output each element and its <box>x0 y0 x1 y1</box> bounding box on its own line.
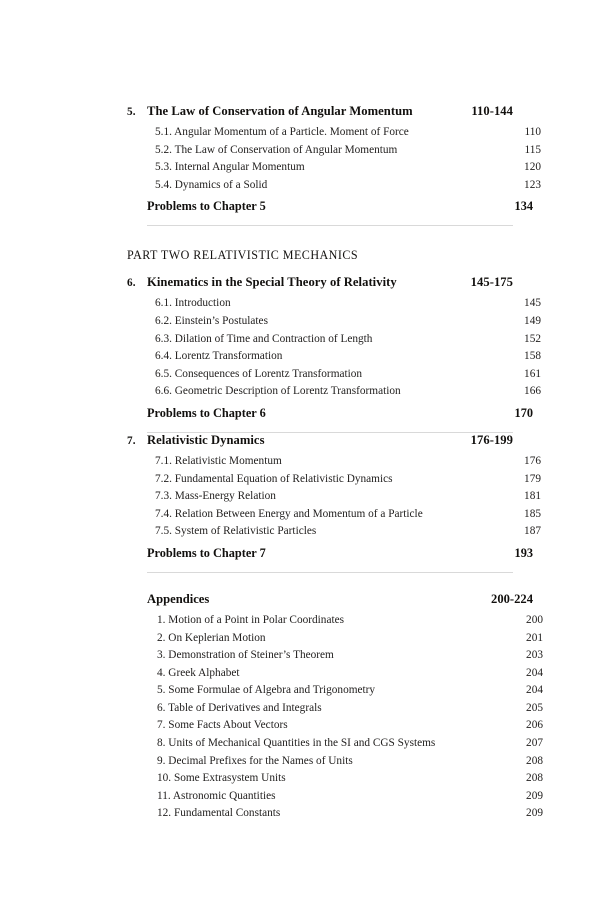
entry-title: 5.1. Angular Momentum of a Particle. Moment of Force <box>155 126 409 138</box>
toc-appendix-item-row[interactable] <box>127 667 543 685</box>
entry-title: 6.5. Consequences of Lorentz Transformation <box>155 367 363 380</box>
entry-page-number: 208 <box>526 772 543 785</box>
entry-title: 5.3. Internal Angular Momentum <box>155 161 305 174</box>
entry-page-number: 193 <box>514 545 533 560</box>
entry-title: 3. Demonstration of Steiner’s Theorem <box>157 649 334 662</box>
toc-problems-row[interactable] <box>127 406 533 428</box>
entry-page-number: 120 <box>524 161 541 174</box>
toc-section-row[interactable] <box>127 385 541 403</box>
entry-page-number: 179 <box>524 472 541 485</box>
toc-appendix-item-row[interactable] <box>127 719 543 737</box>
entry-title: 12. Fundamental Constants <box>157 807 281 820</box>
entry-page-number: 201 <box>526 631 543 644</box>
entry-page-number: 110-144 <box>471 104 513 118</box>
entry-page-number: 123 <box>524 178 541 191</box>
entry-page-number: 176-199 <box>470 432 513 447</box>
entry-title: 4. Greek Alphabet <box>157 666 240 679</box>
entry-title: 5. Some Formulae of Algebra and Trigonometry <box>157 684 376 697</box>
toc-section-row[interactable] <box>127 179 541 197</box>
entry-page-number: 200 <box>526 613 543 626</box>
entry-number: 7. <box>127 434 136 447</box>
entry-page-number: 110 <box>524 126 541 138</box>
entry-title: 5.4. Dynamics of a Solid <box>155 178 268 191</box>
entry-page-number: 209 <box>526 789 543 802</box>
entry-title: 7.2. Fundamental Equation of Relativistic Dynamics <box>155 472 393 485</box>
entry-page-number: 204 <box>526 684 543 697</box>
entry-page-number: 200-224 <box>491 591 533 606</box>
entry-title: 7. Some Facts About Vectors <box>157 719 288 732</box>
toc-section-row[interactable] <box>127 455 541 473</box>
entry-title: 6. Table of Derivatives and Integrals <box>157 701 322 714</box>
entry-title: Appendices <box>147 591 210 606</box>
entry-page-number: 209 <box>526 807 543 820</box>
entry-title: 9. Decimal Prefixes for the Names of Units <box>157 754 353 767</box>
entry-page-number: 207 <box>526 737 543 750</box>
entry-page-number: 170 <box>514 405 533 420</box>
entry-page-number: 158 <box>524 350 541 363</box>
entry-page-number: 152 <box>524 332 541 345</box>
toc-appendix-item-row[interactable] <box>127 649 543 667</box>
toc-section-row[interactable] <box>127 490 541 508</box>
entry-page-number: 206 <box>526 719 543 732</box>
entry-title: Relativistic Dynamics <box>147 432 265 447</box>
entry-page-number: 208 <box>526 754 543 767</box>
toc-appendix-item-row[interactable] <box>127 755 543 773</box>
toc-problems-row[interactable] <box>127 546 533 568</box>
entry-title: The Law of Conservation of Angular Momentum <box>147 104 413 118</box>
entry-page-number: 205 <box>526 701 543 714</box>
entry-title: 6.1. Introduction <box>155 297 231 310</box>
entry-page-number: 204 <box>526 666 543 679</box>
entry-page-number: 181 <box>524 490 541 503</box>
entry-title: 6.6. Geometric Description of Lorentz Transformation <box>155 385 401 398</box>
entry-page-number: 161 <box>524 367 541 380</box>
entry-page-number: 134 <box>514 199 533 214</box>
table-of-contents <box>127 104 543 825</box>
entry-title: 11. Astronomic Quantities <box>157 789 276 802</box>
toc-section-row[interactable] <box>127 508 541 526</box>
entry-page-number: 115 <box>524 143 541 156</box>
entry-title: Problems to Chapter 6 <box>147 405 266 420</box>
toc-appendix-item-row[interactable] <box>127 737 543 755</box>
entry-title: 7.5. System of Relativistic Particles <box>155 525 317 538</box>
section-divider <box>147 572 513 573</box>
toc-section-row[interactable] <box>127 525 541 543</box>
toc-appendix-item-row[interactable] <box>127 614 543 632</box>
toc-section-row[interactable] <box>127 315 541 333</box>
entry-title: Problems to Chapter 5 <box>147 199 266 214</box>
toc-appendix-item-row[interactable] <box>127 632 543 650</box>
toc-section-row[interactable] <box>127 144 541 162</box>
entry-number: 6. <box>127 277 136 290</box>
toc-section-row[interactable] <box>127 297 541 315</box>
toc-section-row[interactable] <box>127 333 541 351</box>
toc-chapter-row[interactable] <box>127 275 513 297</box>
entry-title: 2. On Keplerian Motion <box>157 631 266 644</box>
toc-appendices-row[interactable] <box>127 592 533 614</box>
entry-page-number: 185 <box>524 507 541 520</box>
entry-title: 7.1. Relativistic Momentum <box>155 454 282 467</box>
entry-page-number: 203 <box>526 649 543 662</box>
entry-page-number: 145-175 <box>470 275 513 290</box>
entry-page-number: 145 <box>524 297 541 310</box>
toc-appendix-item-row[interactable] <box>127 807 543 825</box>
entry-title: 7.4. Relation Between Energy and Momentum of a Particle <box>155 507 423 520</box>
entry-page-number: 187 <box>524 525 541 538</box>
entry-title: 5.2. The Law of Conservation of Angular Momentum <box>155 143 398 156</box>
toc-appendix-item-row[interactable] <box>127 702 543 720</box>
toc-appendix-item-row[interactable] <box>127 790 543 808</box>
toc-problems-row[interactable] <box>127 199 533 221</box>
entry-title: 10. Some Extrasystem Units <box>157 772 286 785</box>
entry-page-number: 149 <box>524 314 541 327</box>
toc-appendix-item-row[interactable] <box>127 772 543 790</box>
toc-section-row[interactable] <box>127 161 541 179</box>
section-divider <box>147 225 513 226</box>
entry-page-number: 176 <box>524 454 541 467</box>
toc-chapter-row[interactable] <box>127 104 513 126</box>
entry-title: 1. Motion of a Point in Polar Coordinates <box>157 613 345 626</box>
entry-title: 6.3. Dilation of Time and Contraction of Length <box>155 332 373 345</box>
entry-title: 6.2. Einstein’s Postulates <box>155 314 268 327</box>
part-heading: PART TWO RELATIVISTIC MECHANICS <box>127 248 359 263</box>
entry-title: Kinematics in the Special Theory of Relativity <box>147 275 397 290</box>
toc-chapter-row[interactable] <box>127 433 513 455</box>
toc-section-row[interactable] <box>127 473 541 491</box>
entry-title: Problems to Chapter 7 <box>147 545 266 560</box>
entry-title: 6.4. Lorentz Transformation <box>155 350 283 363</box>
entry-title: 8. Units of Mechanical Quantities in the SI and CGS Systems <box>157 737 436 750</box>
entry-title: 7.3. Mass-Energy Relation <box>155 490 276 503</box>
toc-appendix-item-row[interactable] <box>127 684 543 702</box>
toc-section-row[interactable] <box>127 368 541 386</box>
entry-page-number: 166 <box>524 385 541 398</box>
toc-section-row[interactable] <box>127 126 541 144</box>
toc-section-row[interactable] <box>127 350 541 368</box>
entry-number: 5. <box>127 106 136 118</box>
